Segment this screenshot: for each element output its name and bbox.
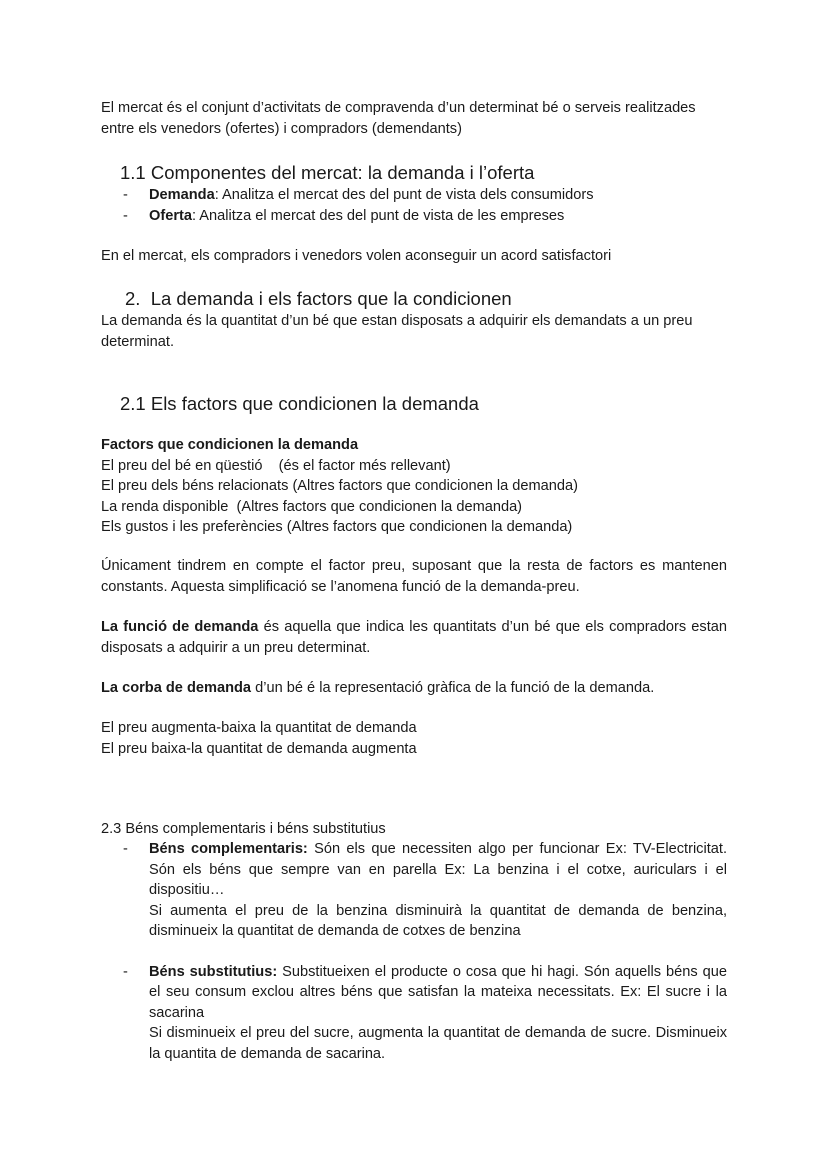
section-2-3-list (101, 839, 727, 1064)
factors-title: Factors que condicionen la demanda (101, 437, 359, 453)
factor-item: La renda disponible (Altres factors que condicionen la demanda) (101, 498, 523, 515)
factor-item: El preu dels béns relacionats (Altres factors que condicionen la demanda) (101, 478, 578, 494)
list-item-oferta: - Oferta: Analitza el mercat des del punt de vista de les empreses (101, 206, 727, 227)
dash-bullet: - (123, 841, 128, 857)
section-2-3-heading: 2.3 Béns complementaris i béns substitutius (101, 821, 386, 837)
section-1-1-heading: 1.1 Componentes del mercat: la demanda i l’oferta (120, 162, 535, 183)
agreement-paragraph: En el mercat, els compradors i venedors volen aconseguir un acord satisfactori (101, 248, 612, 264)
dash-bullet: - (123, 963, 128, 980)
list-item-demanda: - Demanda: Analitza el mercat des del punt de vista dels consumidors (101, 185, 727, 206)
factors-block (101, 435, 727, 538)
section-2-heading: 2. La demanda i els factors que la condicionen (125, 288, 512, 309)
price-rules: El preu augmenta-baixa la quantitat de demanda El preu baixa-la quantitat de demanda augmenta (101, 720, 417, 757)
simplification-paragraph: Únicament tindrem en compte el factor preu, suposant que la resta de factors es mantenen constants. Aquesta simplificació se l’anomena funció de la demanda-preu. (101, 558, 727, 595)
factor-item: El preu del bé en qüestió (és el factor més rellevant) (101, 457, 451, 474)
dash-bullet: - (123, 187, 128, 203)
list-item-complementaris: - Béns complementaris: Són els que necessiten algo per funcionar Ex: TV-Electricitat. Són els béns que sempre van en parella Ex: La benzina i el cotxe, auriculars i el dispositiu… Si aumenta el preu de la benzina disminuirà la quantitat de demanda de benzina, disminueix la quantitat de demanda de cotxes de benzina (123, 841, 728, 939)
list-item-substitutius: - Béns substitutius: Substitueixen el producte o cosa que hi hagi. Són aquells béns que el seu consum exclou altres béns que satisfan la mateixa necessitats. Ex: El sucre i la sacarina Si disminueix el preu del sucre, augmenta la quantitat de demanda de sucre. Disminueix la quantita de demanda de sacarina. (123, 963, 727, 1062)
function-paragraph: La funció de demanda és aquella que indica les quantitats d’un bé que els compradors estan disposats a adquirir a un preu determinat. (101, 619, 727, 656)
curve-paragraph: La corba de demanda d’un bé é la representació gràfica de la funció de la demanda. (101, 680, 655, 696)
dash-bullet: - (123, 207, 128, 224)
section-2-text: La demanda és la quantitat d’un bé que estan disposats a adquirir els demandats a un preu determinat. (101, 313, 693, 350)
section-2-1-heading: 2.1 Els factors que condicionen la demanda (120, 393, 479, 414)
factor-item: Els gustos i les preferències (Altres factors que condicionen la demanda) (101, 519, 573, 535)
section-1-1-list (101, 185, 727, 226)
intro-paragraph: El mercat és el conjunt d’activitats de compravenda d’un determinat bé o serveis realitzades entre els venedors (ofertes) i compradors (demendants) (101, 100, 696, 137)
